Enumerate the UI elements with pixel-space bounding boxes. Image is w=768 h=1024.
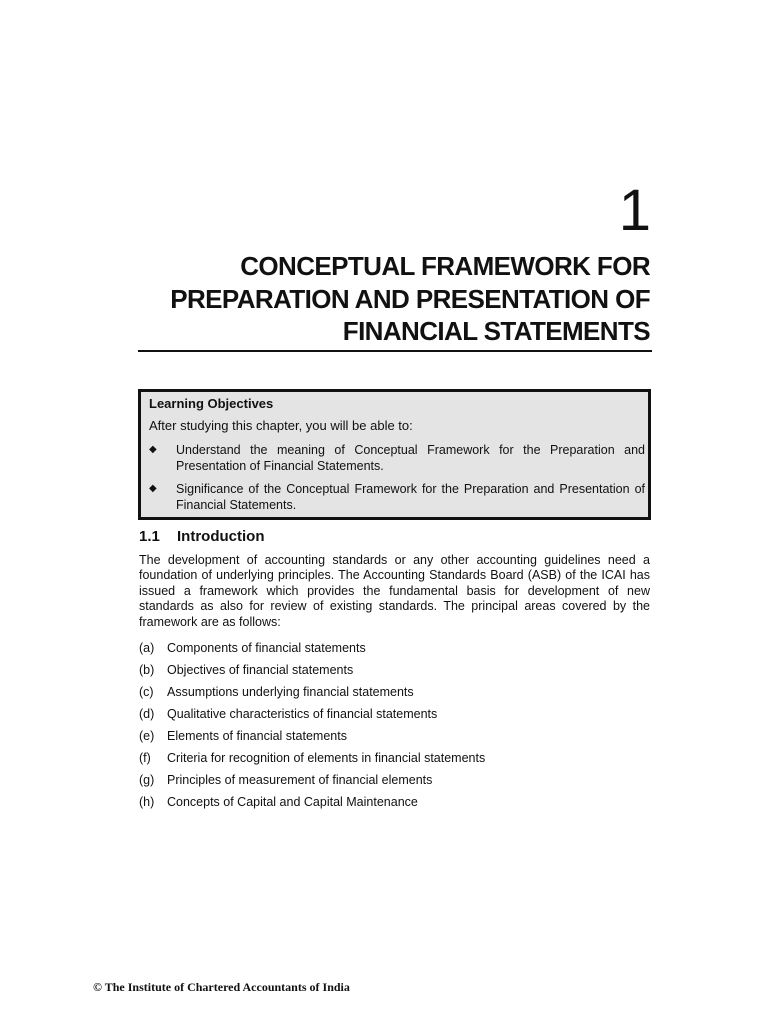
learning-objectives-heading: Learning Objectives (149, 396, 274, 411)
objective-item (149, 481, 645, 513)
list-item-text: Components of financial statements (167, 641, 366, 655)
framework-areas-list (139, 637, 650, 813)
section-heading (139, 527, 264, 547)
chapter-title-line: FINANCIAL STATEMENTS (342, 316, 650, 346)
list-marker: (d) (139, 707, 155, 721)
list-item (139, 703, 650, 725)
list-item-text: Concepts of Capital and Capital Maintenance (167, 795, 418, 809)
list-item (139, 637, 650, 659)
section-number: 1.1 (139, 528, 160, 545)
list-item (139, 681, 650, 703)
section-title: Introduction (177, 528, 265, 545)
objective-item (149, 442, 645, 474)
diamond-bullet-icon: ◆ (149, 483, 157, 494)
objective-text: Significance of the Conceptual Framework for the Preparation and Presentation of Financial Statements. (176, 482, 645, 512)
chapter-number: 1 (618, 178, 650, 243)
list-item-text: Elements of financial statements (167, 729, 347, 743)
list-item-text: Assumptions underlying financial statements (167, 685, 414, 699)
title-divider (138, 350, 652, 352)
copyright-footer: © The Institute of Chartered Accountants of India (93, 980, 350, 994)
list-item (139, 659, 650, 681)
list-item (139, 725, 650, 747)
introduction-paragraph: The development of accounting standards or any other accounting guidelines need a foundation of underlying principles. The Accounting Standards Board (ASB) of the ICAI has issued a framework which provides the fundamental basis for development of new standards as also for review of existing standards. The principal areas covered by the framework are as follows: (139, 553, 650, 629)
chapter-title-line: PREPARATION AND PRESENTATION OF (170, 283, 650, 314)
chapter-title (90, 250, 650, 348)
list-marker: (f) (139, 751, 151, 765)
list-item (139, 769, 650, 791)
list-item-text: Objectives of financial statements (167, 663, 354, 677)
list-item-text: Principles of measurement of financial elements (167, 773, 433, 787)
list-item-text: Qualitative characteristics of financial statements (167, 707, 438, 721)
list-marker: (g) (139, 773, 155, 787)
learning-objectives-intro: After studying this chapter, you will be able to: (149, 418, 413, 433)
chapter-title-line: CONCEPTUAL FRAMEWORK FOR (240, 251, 650, 281)
list-item (139, 791, 650, 813)
list-item (139, 747, 650, 769)
list-marker: (c) (139, 685, 154, 699)
list-marker: (e) (139, 729, 155, 743)
list-item-text: Criteria for recognition of elements in financial statements (167, 751, 486, 765)
learning-objectives-box (138, 389, 651, 520)
objective-text: Understand the meaning of Conceptual Framework for the Preparation and Presentation of Financial Statements. (176, 443, 645, 473)
list-marker: (b) (139, 663, 155, 677)
list-marker: (a) (139, 641, 155, 655)
list-marker: (h) (139, 795, 155, 809)
diamond-bullet-icon: ◆ (149, 444, 157, 455)
